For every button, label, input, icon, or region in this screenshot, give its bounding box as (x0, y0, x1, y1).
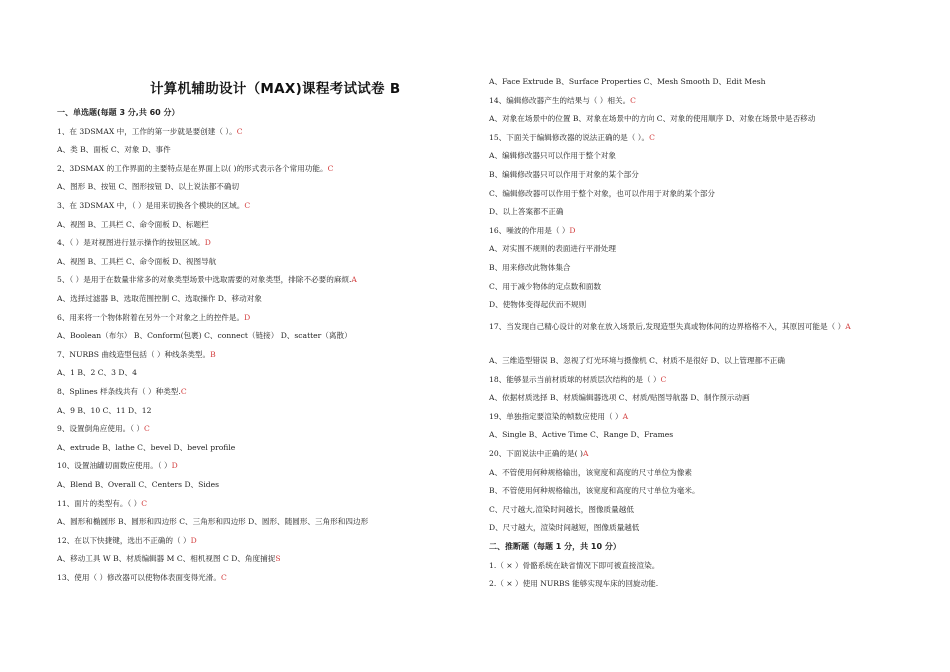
answer-mark: B (210, 349, 216, 359)
line-text: A、extrude B、lathe C、bevel D、bevel profile (57, 442, 236, 452)
line-text: 13、使用（ ）修改器可以使物体表面变得光滑。 (57, 573, 221, 582)
line-text: A、Single B、Active Time C、Range D、Frames (489, 430, 674, 440)
line-text: D、使物体变得起伏而不规则 (489, 300, 587, 310)
line-text: B、用来修改此物体集合 (489, 263, 571, 272)
line-text: A、Boolean（布尔） B、Conform(包裹) C、connect（链接） D、scatter（离散） (57, 331, 352, 341)
answer-mark: C (180, 387, 187, 396)
question-line (489, 485, 700, 496)
answer-mark: C (220, 573, 227, 582)
question-line (57, 516, 368, 527)
question-line (57, 553, 281, 564)
line-text: 4、（ ）是对视图进行显示操作的按钮区域。 (57, 238, 205, 248)
question-line (489, 262, 571, 273)
line-text: A、选择过滤器 B、选取范围控制 C、选取操作 D、移动对象 (57, 294, 262, 303)
question-line (489, 76, 765, 87)
question-line (489, 355, 785, 366)
line-text: 19、单独指定要渲染的帧数应使用（ ） (489, 411, 623, 421)
question-line (57, 405, 151, 416)
question-line (489, 243, 616, 254)
line-text: C、尺寸越大,渲染时间越长，图像质量越低 (489, 504, 634, 514)
line-text: A、移动工具 W B、材质编辑器 M C、相机视图 C D、角度捕捉 (57, 554, 276, 564)
answer-mark: C (630, 95, 636, 105)
question-line (489, 206, 563, 217)
line-text: 二、推断题（每题 1 分，共 10 分） (489, 542, 621, 551)
answer-mark: D (569, 225, 576, 235)
line-text: A、Blend B、Overall C、Centers D、Sides (57, 480, 220, 489)
question-line (489, 374, 666, 385)
answer-mark: C (236, 126, 243, 136)
question-line (489, 95, 636, 106)
answer-mark: S (275, 554, 281, 564)
line-text: A、视图 B、工具栏 C、命令面板 D、视图导航 (57, 256, 217, 266)
question-line (489, 467, 692, 478)
question-line (489, 448, 588, 459)
question-line (57, 330, 352, 341)
question-line (57, 423, 150, 434)
question-line (489, 188, 715, 199)
line-text: 14、编辑修改器产生的结果与（ ）相关。 (489, 95, 631, 105)
question-line (489, 578, 658, 589)
question-line (57, 293, 262, 304)
question-line (489, 281, 601, 292)
line-text: A、三维造型错误 B、忽视了灯光环境与摄像机 C、材质不是很好 D、以上管理都不正确 (489, 356, 785, 365)
line-text: B、不管使用何种规格输出，该宽度和高度的尺寸单位为毫米。 (489, 486, 700, 496)
line-text: A、不管使用何种规格输出，该宽度和高度的尺寸单位为像素 (489, 467, 692, 477)
question-line (57, 498, 147, 509)
question-line (489, 299, 586, 310)
question-line (57, 237, 211, 248)
answer-mark: C (649, 132, 655, 142)
question-line (489, 318, 884, 335)
question-line (489, 225, 576, 236)
line-text: 一、单选题(每题 3 分,共 60 分） (57, 108, 180, 117)
question-line (57, 144, 171, 155)
line-text: C、用于减少物体的定点数和面数 (489, 281, 602, 291)
line-text: A、1 B、2 C、3 D、4 (57, 368, 137, 378)
line-text: 18、能够显示当前材质球的材质层次结构的是（ ） (489, 374, 661, 384)
question-line (57, 349, 216, 360)
question-line (57, 181, 239, 192)
line-text: 6、用来将一个物体附着在另外一个对象之上的控件是。 (57, 312, 245, 322)
question-line (57, 442, 235, 453)
line-text: D、以上答案都不正确 (489, 207, 564, 217)
answer-mark: C (327, 163, 334, 173)
line-text: A、图形 B、按钮 C、图形按钮 D、以上说法都不确切 (57, 182, 240, 192)
line-text: B、编辑修改器只可以作用于对象的某个部分 (489, 170, 639, 179)
line-text: 5、（ ）是用于在数量非常多的对象类型场景中选取需要的对象类型，排除不必要的麻烦. (57, 275, 352, 285)
answer-mark: A (351, 275, 357, 285)
line-text: A、编辑修改器只可以作用于整个对象 (489, 151, 616, 161)
question-line (489, 392, 750, 403)
question-line (489, 429, 673, 440)
question-line (57, 163, 333, 174)
line-text: 17、当发现自己精心设计的对象在放入场景后,发现造型失真或物体间的边界格格不入，其原因可能是（ ） (489, 321, 846, 331)
line-text: 9、设置倒角应使用。（ ） (57, 424, 144, 434)
exam-title: 计算机辅助设计（MAX)课程考试试卷 B (150, 81, 401, 97)
line-text: 2.（ × ）使用 NURBS 能够实现车床的回旋动能. (489, 579, 659, 589)
question-line (57, 572, 227, 583)
question-line (489, 522, 639, 533)
line-text: C、编辑修改器可以作用于整个对象，也可以作用于对象的某个部分 (489, 188, 716, 198)
question-line (489, 411, 628, 422)
question-line (489, 560, 659, 571)
answer-mark: D (190, 535, 197, 545)
line-text: 8、Splines 样条线共有（ ）种类型. (57, 387, 181, 396)
line-text: A、9 B、10 C、11 D、12 (57, 405, 152, 415)
line-text: 1.（ × ）骨骼系统在缺省情况下即可被直接渲染。 (489, 560, 660, 570)
question-line (489, 169, 639, 180)
line-text: D、尺寸越大，渲染时间越短，图像质量越低 (489, 523, 640, 533)
question-line (57, 200, 250, 211)
answer-mark: A (582, 449, 589, 458)
question-line (57, 219, 209, 230)
section-heading (489, 541, 621, 552)
question-line (57, 274, 357, 285)
line-text: 16、噪波的作用是（ ） (489, 225, 570, 235)
line-text: A、对实围不规则的表面进行平滑处理 (489, 244, 616, 254)
line-text: A、类 B、面板 C、对象 D、事件 (57, 145, 171, 155)
line-text: A、Face Extrude B、Surface Properties C、Mesh Smooth D、Edit Mesh (489, 77, 766, 86)
line-text: 10、设置油罐切面数应使用。（ ） (57, 461, 172, 471)
section-heading (57, 107, 180, 118)
line-text: A、依据材质选择 B、材质编辑器选项 C、材质/贴图导航器 D、制作预示动画 (489, 393, 750, 403)
line-text: A、圆形和椭圆形 B、圆形和四边形 C、三角形和四边形 D、圆形、随圆形、三角形和四边形 (57, 517, 369, 527)
line-text: 20、下面说法中正确的是( ) (489, 449, 583, 458)
line-text: A、对象在场景中的位置 B、对象在场景中的方向 C、对象的使用顺序 D、对象在场景中是否移动 (489, 114, 816, 124)
question-line (57, 312, 250, 323)
question-line (57, 460, 178, 471)
line-text: 12、在以下快捷键，选出不正确的（ ） (57, 535, 191, 545)
question-line (489, 113, 815, 124)
line-text: 11、面片的类型有。（ ） (57, 498, 142, 508)
line-text: 3、在 3DSMAX 中，（ ）是用来切换各个模块的区域。 (57, 201, 245, 210)
line-text: 2、3DSMAX 的工作界面的主要特点是在界面上以( )的形式表示各个常用功能。 (57, 163, 328, 173)
answer-mark: A (622, 411, 629, 421)
answer-mark: A (845, 321, 851, 331)
line-text: 7、NURBS 曲线造型包括（ ）种线条类型。 (57, 349, 211, 359)
question-line (489, 504, 634, 515)
question-line (57, 386, 187, 397)
question-line (57, 256, 216, 267)
question-line (489, 150, 616, 161)
answer-mark: C (244, 201, 251, 210)
line-text: A、视图 B、工具栏 C、命令面板 D、标题栏 (57, 219, 209, 229)
question-line (489, 132, 655, 143)
answer-mark: C (141, 498, 148, 508)
answer-mark: D (171, 461, 178, 471)
line-text: 1、在 3DSMAX 中，工作的第一步就是要创建（ ）。 (57, 126, 237, 136)
question-line (57, 367, 137, 378)
question-line (57, 479, 219, 490)
answer-mark: D (244, 312, 251, 322)
answer-mark: C (660, 374, 667, 384)
question-line (57, 126, 243, 137)
line-text: 15、下面关于编辑修改器的说法正确的是（ ）。 (489, 132, 650, 142)
answer-mark: C (143, 424, 150, 434)
answer-mark: D (204, 238, 211, 248)
question-line (57, 535, 197, 546)
